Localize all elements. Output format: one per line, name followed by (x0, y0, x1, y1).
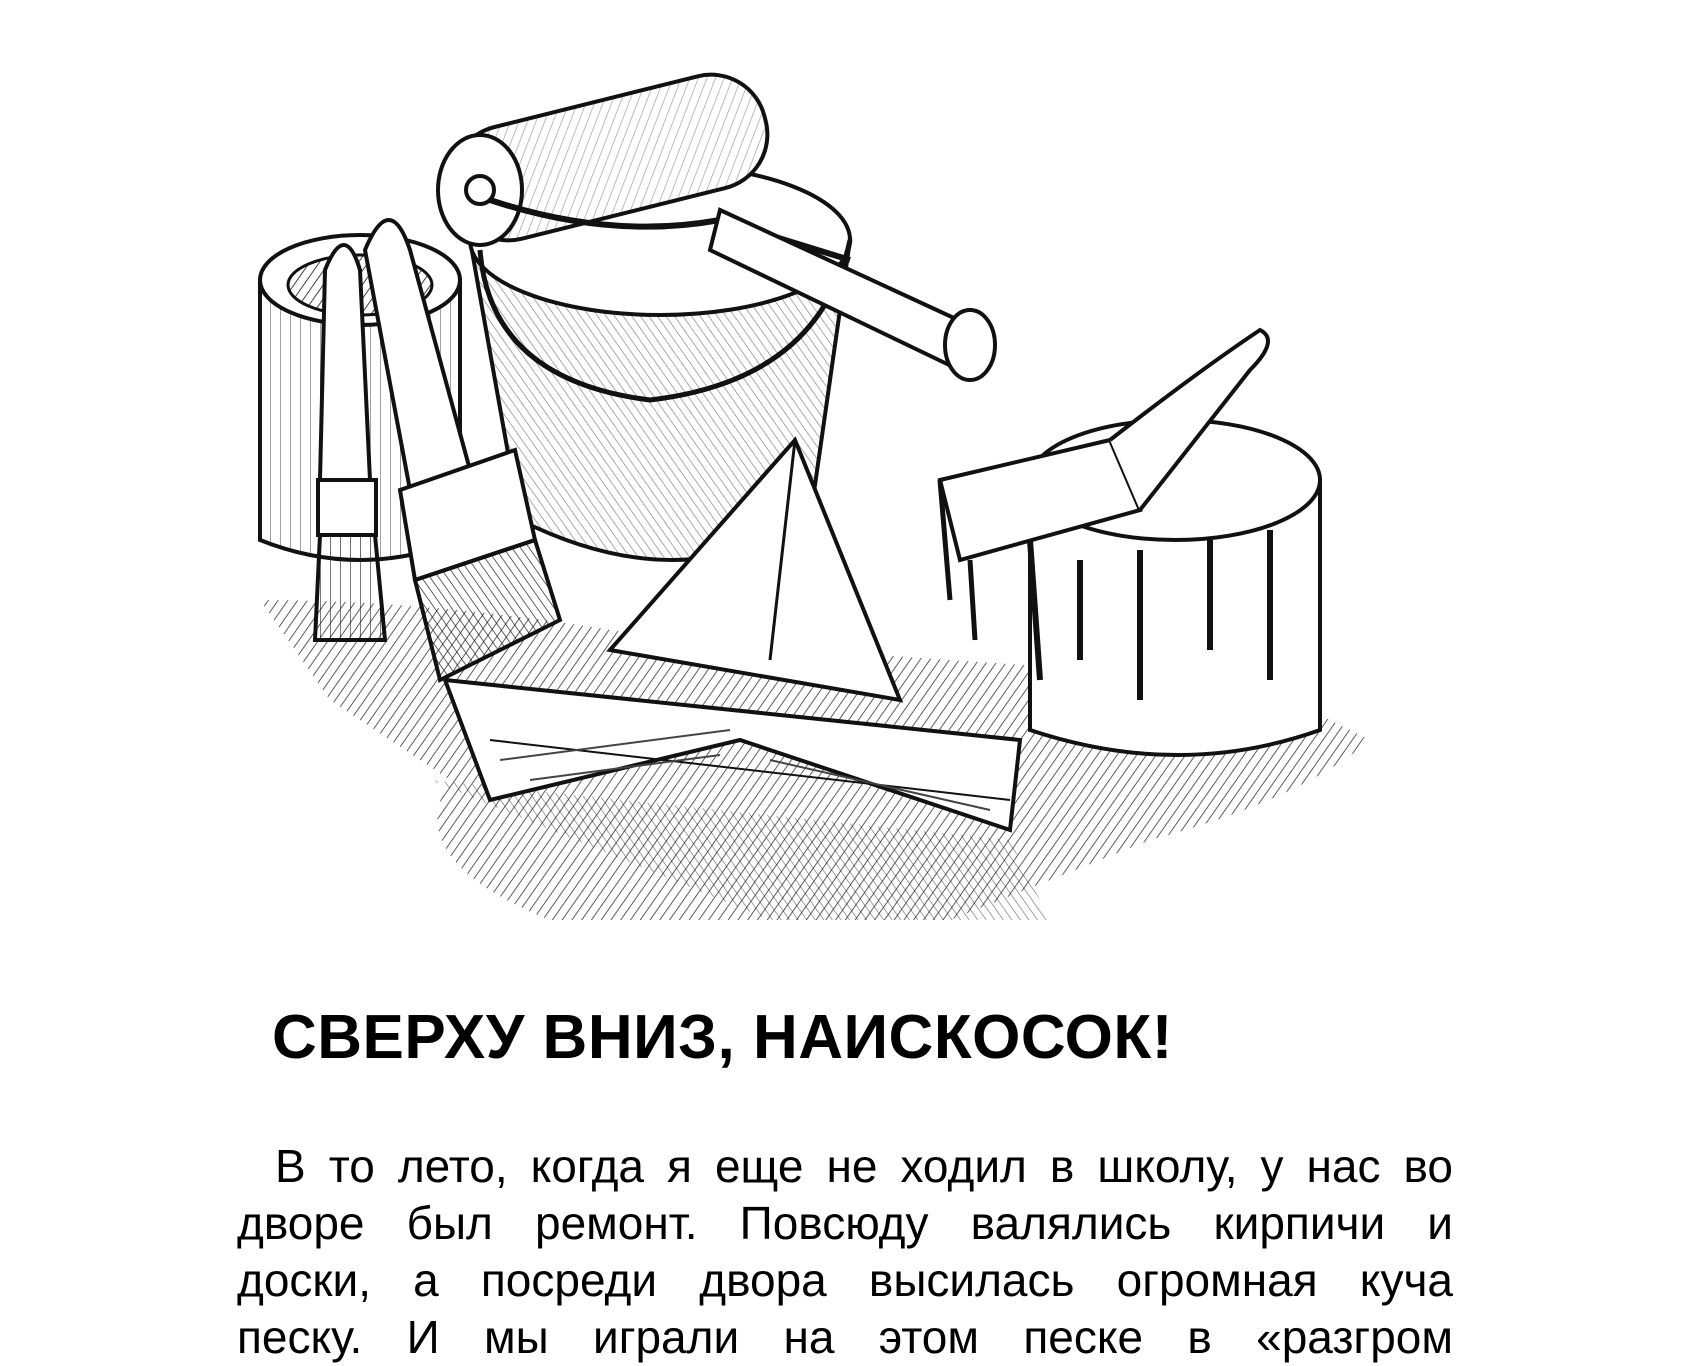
paragraph-line: дворе был ремонт. Повсюду валялись кирпичи и (237, 1197, 1453, 1249)
paint-supplies-illustration (250, 40, 1450, 990)
chapter-title: СВЕРХУ ВНИЗ, НАИСКОСОК! (272, 1003, 1173, 1072)
illustration-svg (250, 40, 1450, 990)
paragraph-line: песку. И мы играли на этом песке в «разгром (237, 1311, 1453, 1363)
chapter-paragraph (237, 1138, 1453, 1366)
paragraph-line: доски, а посреди двора высилась огромная куча (237, 1254, 1453, 1306)
paragraph-line: В то лето, когда я еще не ходил в школу, у нас во (275, 1140, 1453, 1192)
